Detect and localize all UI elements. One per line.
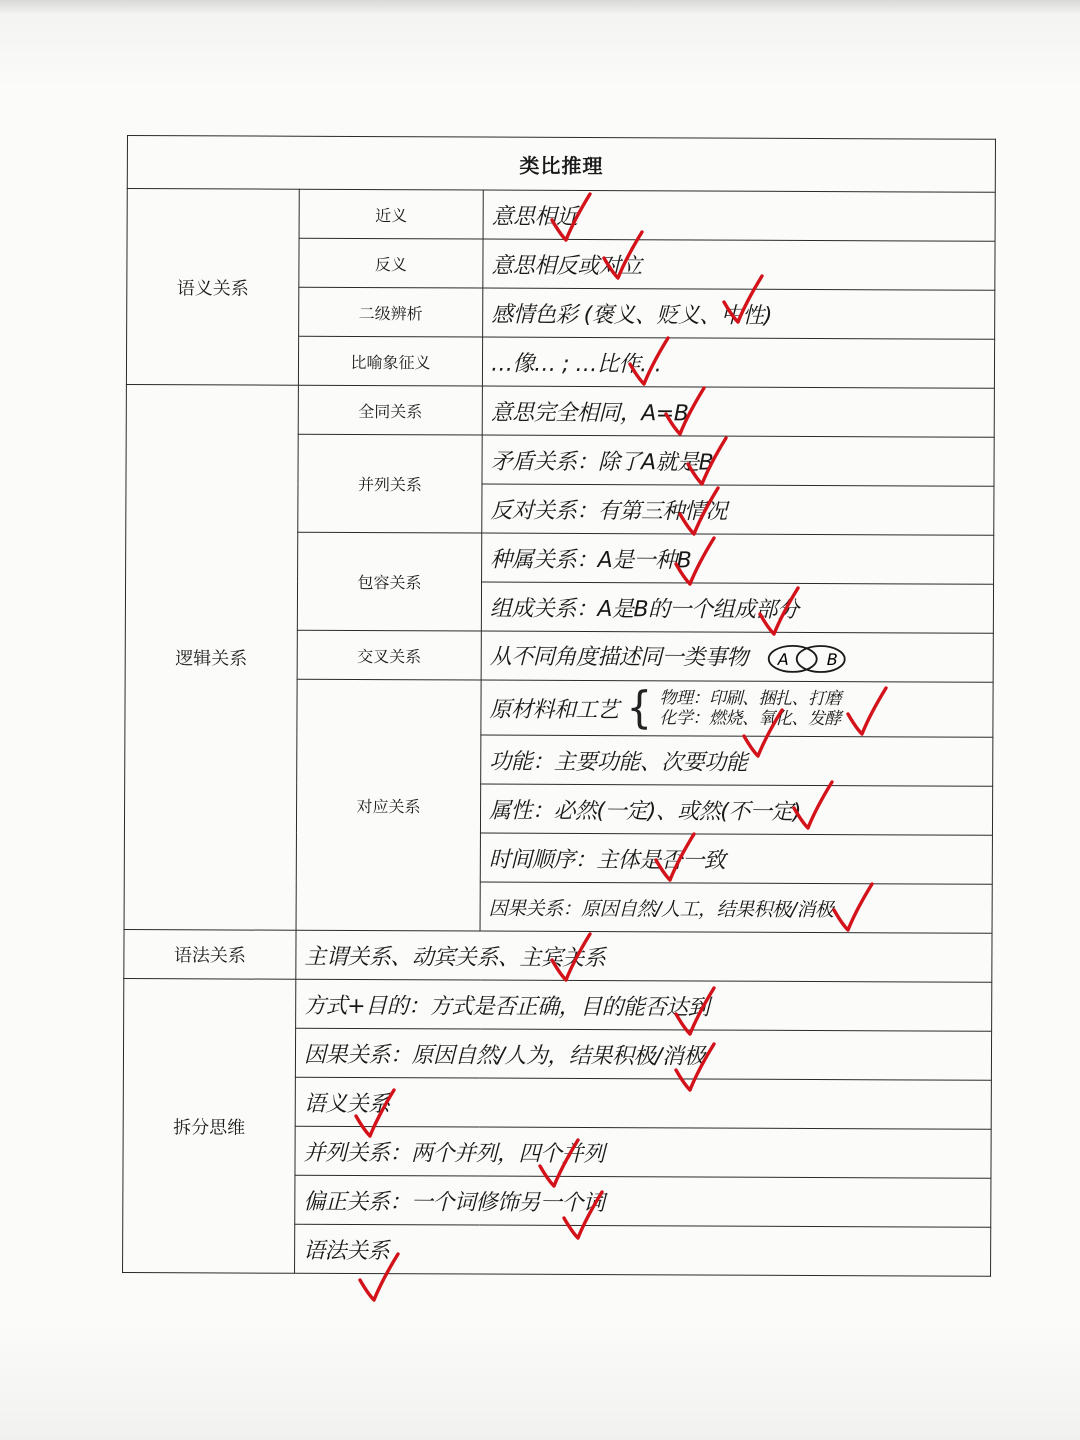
note-split-parallel: 并列关系：两个并列，四个并列 <box>295 1126 991 1178</box>
analogy-reasoning-table <box>122 135 996 1277</box>
note-function: 功能：主要功能、次要功能 <box>481 735 993 786</box>
subcategory-intersection: 交叉关系 <box>297 630 481 680</box>
subcategory-parallel: 并列关系 <box>298 434 482 533</box>
venn-label-b: B <box>826 649 837 669</box>
craft-chemical: 化学：燃烧、氧化、发酵 <box>659 708 841 730</box>
material-craft-text: 原材料和工艺 <box>489 697 619 723</box>
note-cause-effect: 因果关系：原因自然/人工，结果积极/消极 <box>480 882 992 933</box>
note-material-craft <box>481 680 993 737</box>
title-row <box>127 136 995 193</box>
note-antonym: 意思相反或对立 <box>483 239 995 290</box>
craft-physical: 物理：印刷、捆扎、打磨 <box>659 688 842 710</box>
category-logical: 逻辑关系 <box>124 384 298 930</box>
note-split-modifier: 偏正关系：一个词修饰另一个词 <box>295 1175 991 1227</box>
note-intersection-text: 从不同角度描述同一类事物 <box>489 644 748 671</box>
note-identity: 意思完全相同，A=B <box>482 386 994 437</box>
note-contrary: 反对关系：有第三种情况 <box>482 484 994 535</box>
venn-diagram-icon <box>764 643 848 673</box>
subcategory-inclusion: 包容关系 <box>297 532 481 631</box>
note-genus-species: 种属关系：A是一种B <box>482 533 994 584</box>
note-split-cause-effect: 因果关系：原因自然/人为，结果积极/消极 <box>295 1028 991 1080</box>
note-method-purpose: 方式+目的：方式是否正确，目的能否达到 <box>296 979 992 1031</box>
category-semantic: 语义关系 <box>126 189 299 386</box>
note-split-semantic: 语义关系 <box>295 1077 991 1129</box>
category-split-thinking: 拆分思维 <box>123 978 296 1273</box>
note-attribute: 属性：必然(一定)、或然(不一定) <box>480 784 992 835</box>
subcategory-correspondence: 对应关系 <box>296 679 481 931</box>
note-contradictory: 矛盾关系：除了A就是B <box>482 435 994 486</box>
note-split-grammar: 语法关系 <box>295 1224 991 1276</box>
note-intersection <box>481 631 993 682</box>
note-time-order: 时间顺序：主体是否一致 <box>480 833 992 884</box>
subcategory-secondary: 二级辨析 <box>299 287 483 337</box>
subcategory-identity: 全同关系 <box>298 385 482 435</box>
material-craft-group <box>489 682 984 734</box>
venn-label-a: A <box>777 649 788 669</box>
craft-detail-stack <box>659 688 841 729</box>
table-title: 类比推理 <box>127 136 995 193</box>
note-synonym: 意思相近 <box>483 190 995 241</box>
note-composition: 组成关系：A是B的一个组成部分 <box>481 582 993 633</box>
category-grammar: 语法关系 <box>124 929 296 979</box>
brace-symbol: { <box>626 682 652 734</box>
subcategory-synonym: 近义 <box>299 189 483 239</box>
note-secondary: 感情色彩 (褒义、贬义、中性) <box>483 288 995 339</box>
subcategory-antonym: 反义 <box>299 238 483 288</box>
subcategory-metaphor: 比喻象征义 <box>298 336 482 386</box>
note-metaphor: …像… ; …比作… <box>482 337 994 388</box>
note-grammar: 主谓关系、动宾关系、主宾关系 <box>296 930 992 982</box>
